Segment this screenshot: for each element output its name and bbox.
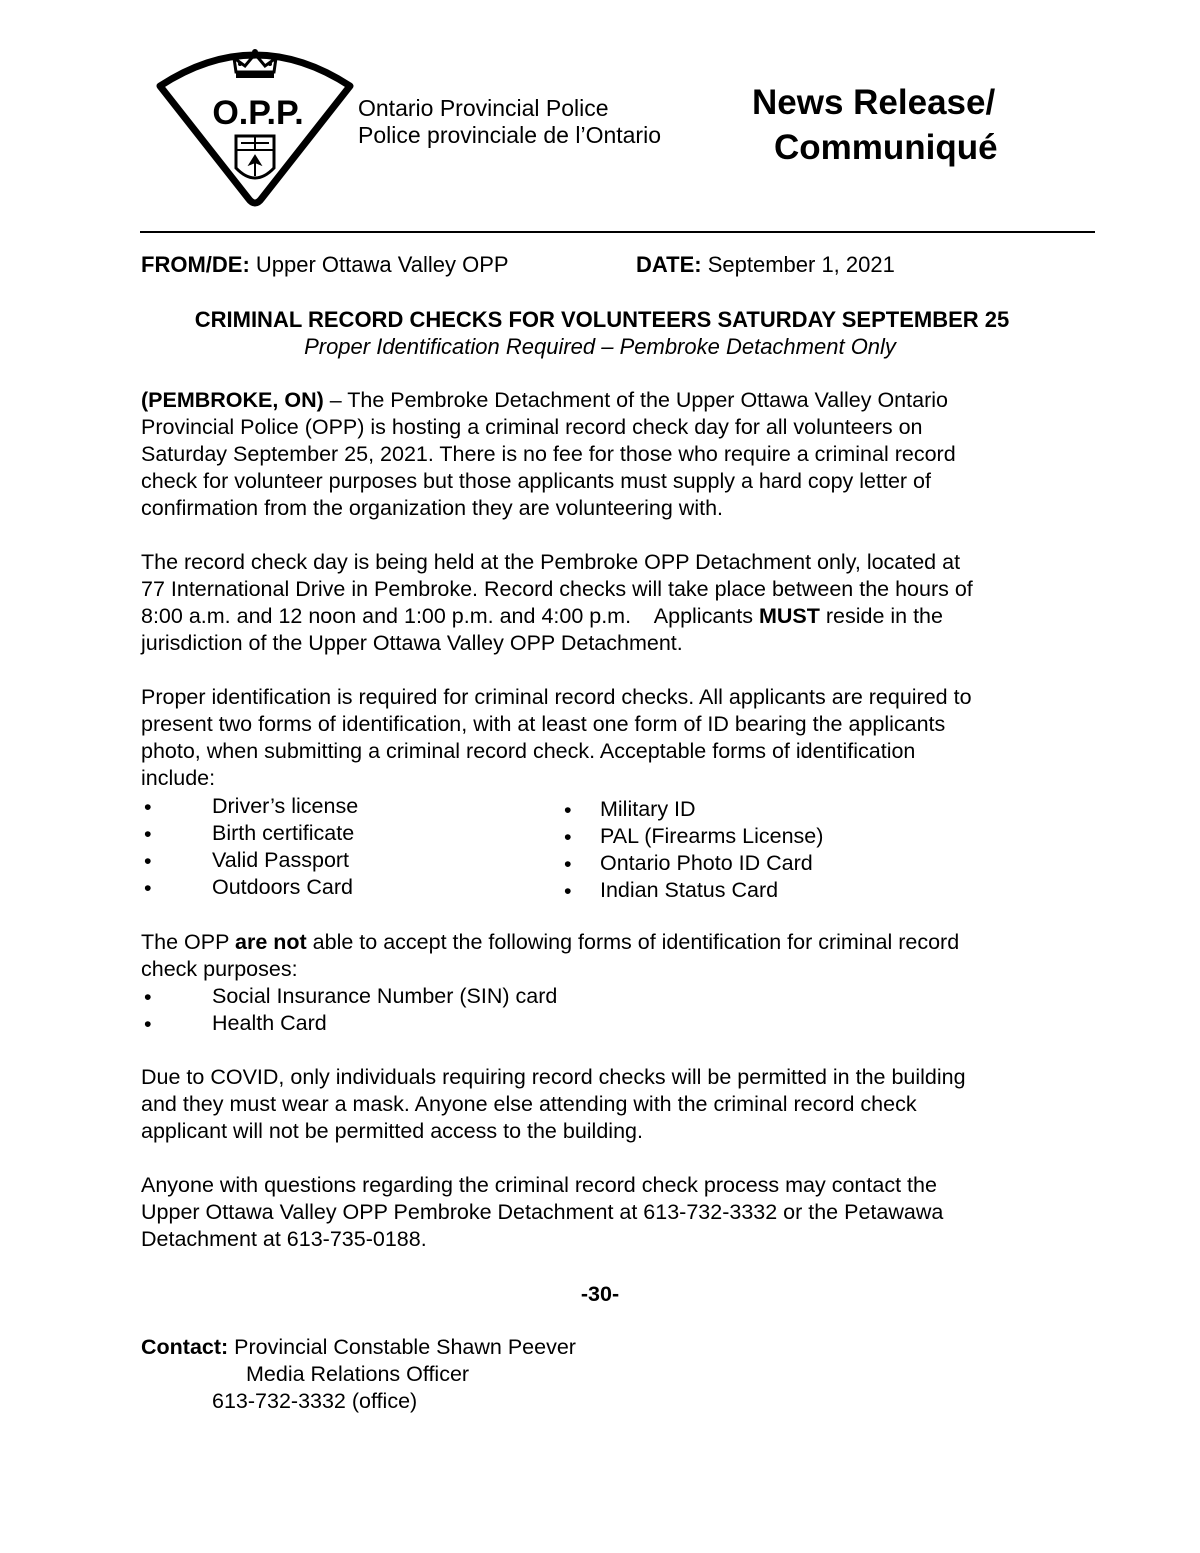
contact-name: Provincial Constable Shawn Peever [234, 1335, 576, 1359]
paragraph-location [141, 549, 1071, 657]
list-item: Valid Passport [212, 848, 350, 872]
p2-line-1: The record check day is being held at the Pembroke OPP Detachment only, located at [141, 550, 961, 574]
communique-title: Communiqué [774, 128, 998, 167]
list-item: PAL (Firearms License) [600, 824, 824, 848]
p4-pre: The OPP [141, 930, 236, 954]
p3-line-4: include: [141, 766, 216, 790]
p2-line-3 [141, 603, 1071, 630]
p3-line-3: photo, when submitting a criminal record check. Acceptable forms of identification [141, 739, 916, 763]
bullet: • [564, 825, 572, 849]
contact-line-1 [141, 1334, 576, 1361]
paragraph-identification [141, 684, 1071, 792]
list-item: Health Card [212, 1011, 327, 1035]
org-name-en: Ontario Provincial Police [358, 95, 609, 121]
list-item: Outdoors Card [212, 875, 354, 899]
p4-line-2: check purposes: [141, 957, 298, 981]
p1-line-4: check for volunteer purposes but those applicants must supply a hard copy letter of [141, 469, 931, 493]
bullet: • [564, 798, 572, 822]
list-item: Social Insurance Number (SIN) card [212, 984, 558, 1008]
p1-line-2: Provincial Police (OPP) is hosting a criminal record check day for all volunteers on [141, 415, 923, 439]
date-value: September 1, 2021 [707, 252, 895, 277]
from-label: FROM/DE: [141, 252, 250, 277]
logo-text: O.P.P. [212, 94, 304, 132]
news-release-title: News Release/ [752, 83, 996, 122]
p2-line-3-pre: 8:00 a.m. and 12 noon and 1:00 p.m. and 4:00 p.m. Applicants [141, 604, 759, 628]
p5-line-2: and they must wear a mask. Anyone else attending with the criminal record check [141, 1092, 917, 1116]
p5-line-1: Due to COVID, only individuals requiring record checks will be permitted in the building [141, 1065, 966, 1089]
date-label: DATE: [636, 252, 702, 277]
list-item: Driver’s license [212, 794, 359, 818]
contact-block [141, 1334, 576, 1361]
list-item: Indian Status Card [600, 878, 779, 902]
contact-phone: 613-732-3332 (office) [212, 1389, 418, 1413]
contact-label: Contact: [141, 1335, 229, 1359]
headline-title: CRIMINAL RECORD CHECKS FOR VOLUNTEERS SATURDAY SEPTEMBER 25 [194, 307, 1010, 332]
p4-line-1 [141, 929, 1071, 956]
p2-line-2: 77 International Drive in Pembroke. Record checks will take place between the hours of [141, 577, 973, 601]
contact-role: Media Relations Officer [246, 1362, 470, 1386]
p6-line-1: Anyone with questions regarding the criminal record check process may contact the [141, 1173, 937, 1197]
list-item: Military ID [600, 797, 696, 821]
bullet: • [144, 1012, 152, 1036]
p5-line-3: applicant will not be permitted access to the building. [141, 1119, 643, 1143]
shield-icon [236, 136, 274, 178]
paragraph-questions [141, 1172, 1071, 1253]
paragraph-intro [141, 387, 1071, 522]
date-line [636, 251, 895, 279]
p4-post: able to accept the following forms of identification for criminal record [306, 930, 960, 954]
bullet: • [144, 822, 152, 846]
list-item: Ontario Photo ID Card [600, 851, 813, 875]
bullet: • [564, 852, 572, 876]
bullet: • [144, 849, 152, 873]
p1-line-3: Saturday September 25, 2021. There is no fee for those who require a criminal record [141, 442, 956, 466]
p2-line-4: jurisdiction of the Upper Ottawa Valley OPP Detachment. [141, 631, 683, 655]
paragraph-not-accepted [141, 929, 1071, 983]
p2-must: MUST [758, 604, 820, 628]
p6-line-2: Upper Ottawa Valley OPP Pembroke Detachment at 613-732-3332 or the Petawawa [141, 1200, 944, 1224]
p1-line-5: confirmation from the organization they are volunteering with. [141, 496, 724, 520]
bullet: • [564, 879, 572, 903]
opp-logo [150, 42, 360, 212]
headline-subtitle: Proper Identification Required – Pembroke Detachment Only [304, 334, 896, 359]
from-value: Upper Ottawa Valley OPP [255, 252, 509, 277]
paragraph-covid [141, 1064, 1071, 1145]
p3-line-1: Proper identification is required for criminal record checks. All applicants are required to [141, 685, 972, 709]
list-item: Birth certificate [212, 821, 355, 845]
bullet: • [144, 985, 152, 1009]
bullet: • [144, 876, 152, 900]
end-mark: -30- [580, 1282, 620, 1306]
from-line [141, 251, 509, 279]
bullet: • [144, 795, 152, 819]
p2-line-3-post: reside in the [819, 604, 943, 628]
org-name-fr: Police provinciale de l’Ontario [358, 122, 661, 148]
p3-line-2: present two forms of identification, with at least one form of ID bearing the applicants [141, 712, 946, 736]
p4-are-not: are not [235, 930, 307, 954]
p1-text: – The Pembroke Detachment of the Upper Ottawa Valley Ontario [323, 388, 948, 412]
p6-line-3: Detachment at 613-735-0188. [141, 1227, 427, 1251]
p1-line-1 [141, 387, 1071, 414]
dateline: (PEMBROKE, ON) [141, 388, 324, 412]
header-divider [140, 231, 1095, 233]
